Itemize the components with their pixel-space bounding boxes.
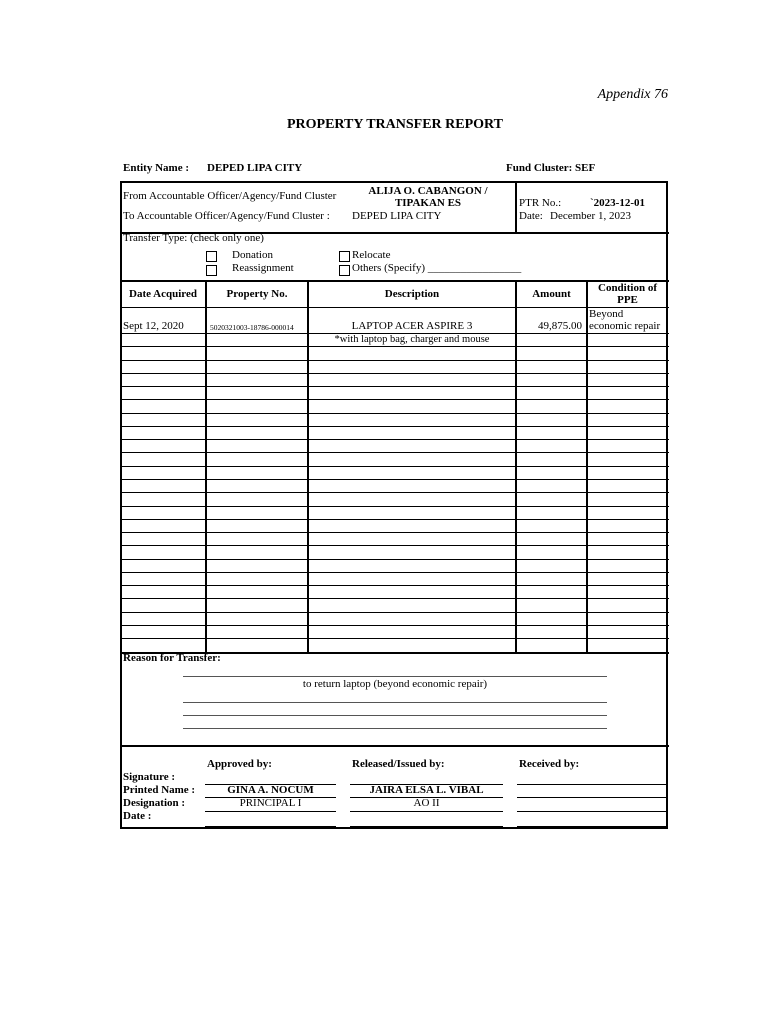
entity-name-value: DEPED LIPA CITY <box>207 162 303 174</box>
signature-underline <box>205 797 336 798</box>
released-printed-name: JAIRA ELSA L. VIBAL <box>369 784 484 796</box>
col-condition-line2: PPE <box>617 294 638 306</box>
reason-line <box>183 715 607 716</box>
relocate-checkbox[interactable] <box>339 251 350 262</box>
signature-underline <box>350 811 503 812</box>
row1-condition-line2: economic repair <box>589 320 661 332</box>
signature-underline <box>517 784 668 785</box>
approved-printed-name: GINA A. NOCUM <box>227 784 314 796</box>
reason-value: to return laptop (beyond economic repair) <box>302 678 488 690</box>
signature-underline <box>205 811 336 812</box>
signature-underline <box>350 784 503 785</box>
from-label: From Accountable Officer/Agency/Fund Cluster <box>123 190 337 202</box>
col-amount: Amount <box>532 288 571 300</box>
col-condition-line1: Condition of <box>598 282 657 294</box>
ptr-label: PTR No.: <box>519 197 562 209</box>
ptr-value: `2023-12-01 <box>590 197 645 209</box>
date-row-label: Date : <box>123 810 152 822</box>
received-by-label: Received by: <box>519 758 580 770</box>
appendix-label: Appendix 76 <box>597 87 668 102</box>
signature-underline <box>350 797 503 798</box>
printed-name-row-label: Printed Name : <box>123 784 196 796</box>
from-value-line2: TIPAKAN ES <box>394 197 462 209</box>
signature-underline <box>517 826 668 827</box>
row2-description: *with laptop bag, charger and mouse <box>334 334 490 345</box>
donation-label: Donation <box>232 249 273 261</box>
reason-line <box>183 702 607 703</box>
signature-underline <box>517 811 668 812</box>
col-property-no: Property No. <box>226 288 288 300</box>
donation-checkbox[interactable] <box>206 251 217 262</box>
row1-date: Sept 12, 2020 <box>123 320 184 332</box>
col-description: Description <box>384 288 440 300</box>
table-column-line <box>586 281 588 652</box>
reassignment-checkbox[interactable] <box>206 265 217 276</box>
others-label: Others (Specify) _________________ <box>352 262 522 274</box>
row1-property-no: 5020321003-18786-000014 <box>210 323 294 332</box>
page-title: PROPERTY TRANSFER REPORT <box>286 117 504 132</box>
date-label: Date: <box>519 210 543 222</box>
section-divider <box>120 745 669 747</box>
released-designation: AO II <box>413 797 440 809</box>
col-date-acquired: Date Acquired <box>129 288 197 300</box>
released-by-label: Released/Issued by: <box>352 758 445 770</box>
designation-row-label: Designation : <box>123 797 186 809</box>
to-value: DEPED LIPA CITY <box>352 210 442 222</box>
row1-amount: 49,875.00 <box>538 320 582 332</box>
reassignment-label: Reassignment <box>232 262 294 274</box>
signature-underline <box>517 797 668 798</box>
row1-description: LAPTOP ACER ASPIRE 3 <box>351 320 473 332</box>
reason-label: Reason for Transfer: <box>123 652 221 664</box>
others-checkbox[interactable] <box>339 265 350 276</box>
table-column-line <box>205 281 207 652</box>
to-label: To Accountable Officer/Agency/Fund Cluster : <box>123 210 330 222</box>
signature-row-label: Signature : <box>123 771 176 783</box>
fund-cluster: Fund Cluster: SEF <box>506 162 596 174</box>
reason-line <box>183 676 607 677</box>
approved-designation: PRINCIPAL I <box>239 797 302 809</box>
signature-underline <box>205 826 336 827</box>
row1-condition-line1: Beyond <box>589 308 624 320</box>
signature-underline <box>205 784 336 785</box>
reason-line <box>183 728 607 729</box>
entity-name-label: Entity Name : <box>123 162 189 174</box>
relocate-label: Relocate <box>352 249 391 261</box>
transfer-type-label: Transfer Type: (check only one) <box>123 232 264 244</box>
date-value: December 1, 2023 <box>550 210 631 222</box>
approved-by-label: Approved by: <box>207 758 272 770</box>
signature-underline <box>350 826 503 827</box>
ptr-divider <box>515 182 517 233</box>
from-value-line1: ALIJA O. CABANGON / <box>368 185 488 197</box>
